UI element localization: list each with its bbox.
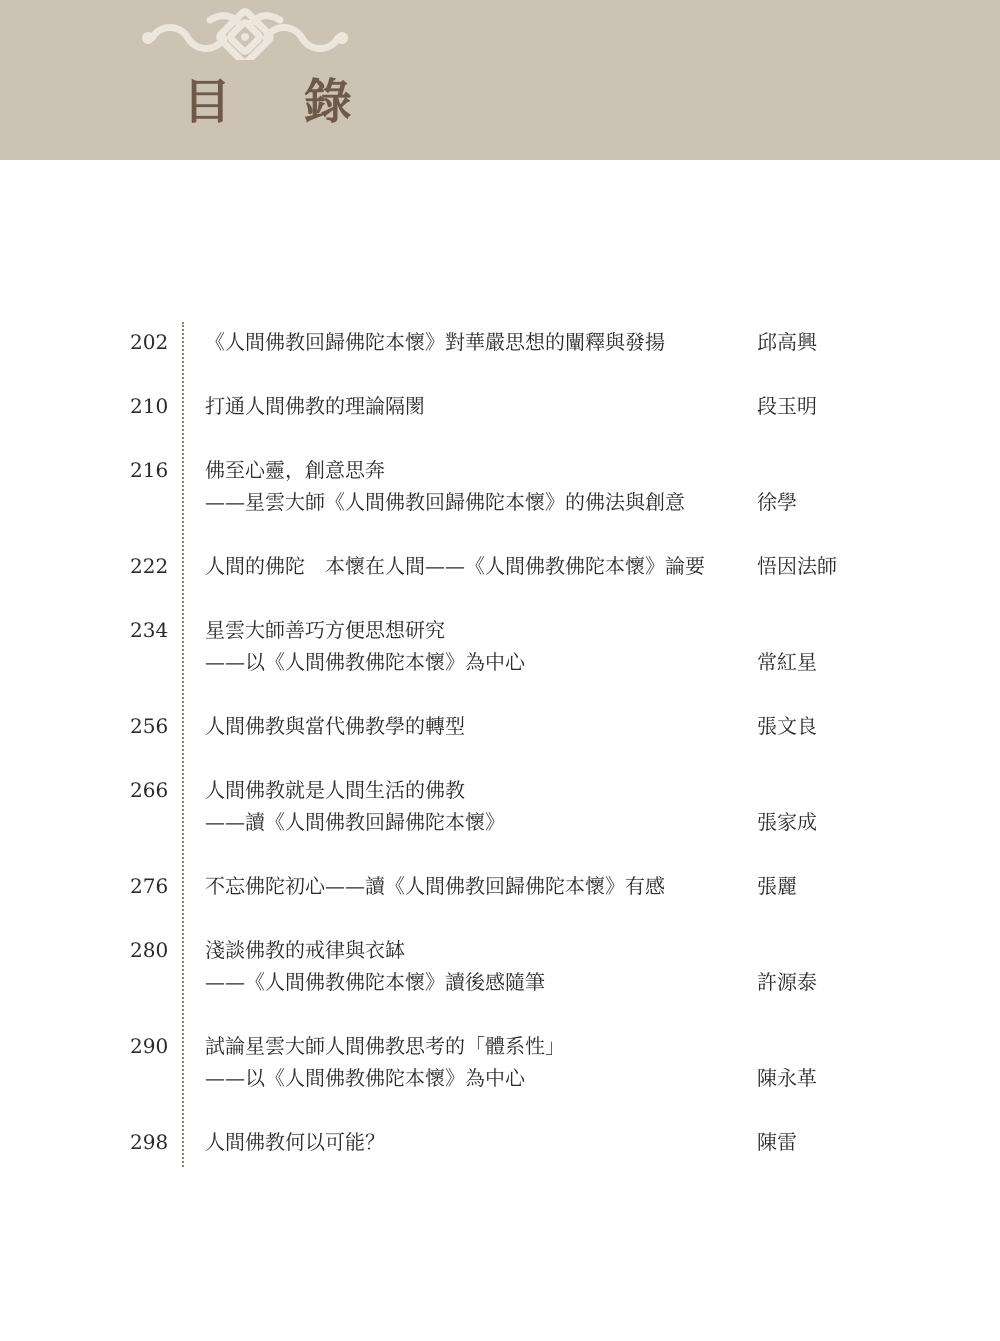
entry-title: 星雲大師善巧方便思想研究 (205, 618, 445, 642)
page-number: 216 (130, 458, 169, 482)
page-number: 290 (130, 1034, 169, 1058)
page-number: 298 (130, 1130, 169, 1154)
entry-subtitle: ——《人間佛教佛陀本懷》讀後感隨筆 (205, 970, 545, 994)
entry-author: 許源泰 (757, 970, 817, 994)
entry-title: 人間佛教何以可能？ (205, 1130, 385, 1154)
page-number: 222 (130, 554, 169, 578)
entry-title: 佛至心靈，創意思奔 (205, 458, 385, 482)
page-number: 202 (130, 330, 169, 354)
page-number: 210 (130, 394, 169, 418)
entry-author: 悟因法師 (757, 554, 837, 578)
entry-author: 張麗 (757, 874, 797, 898)
entry-author: 常紅星 (757, 650, 817, 674)
entry-author: 邱高興 (757, 330, 817, 354)
entry-title: 打通人間佛教的理論隔閡 (205, 394, 425, 418)
entry-author: 段玉明 (757, 394, 817, 418)
page-number: 256 (130, 714, 169, 738)
endless-knot-ornament-icon (140, 8, 350, 60)
entry-author: 陳永革 (757, 1066, 817, 1090)
entry-title: 試論星雲大師人間佛教思考的「體系性」 (205, 1034, 565, 1058)
entry-subtitle: ——讀《人間佛教回歸佛陀本懷》 (205, 810, 505, 834)
page-title: 目 錄 (183, 74, 380, 130)
entry-author: 張家成 (757, 810, 817, 834)
entry-subtitle: ——星雲大師《人間佛教回歸佛陀本懷》的佛法與創意 (205, 490, 685, 514)
entry-title: 不忘佛陀初心——讀《人間佛教回歸佛陀本懷》有感 (205, 874, 665, 898)
dotted-divider (182, 322, 184, 1167)
page-number: 276 (130, 874, 169, 898)
entry-title: 人間佛教就是人間生活的佛教 (205, 778, 465, 802)
header-band (0, 0, 1000, 160)
entry-author: 張文良 (757, 714, 817, 738)
entry-title: 淺談佛教的戒律與衣缽 (205, 938, 405, 962)
entry-author: 陳雷 (757, 1130, 797, 1154)
page-number: 280 (130, 938, 169, 962)
entry-title: 《人間佛教回歸佛陀本懷》對華嚴思想的闡釋與發揚 (205, 330, 665, 354)
entry-subtitle: ——以《人間佛教佛陀本懷》為中心 (205, 1066, 525, 1090)
entry-title: 人間佛教與當代佛教學的轉型 (205, 714, 465, 738)
page-number: 266 (130, 778, 169, 802)
entry-title: 人間的佛陀 本懷在人間——《人間佛教佛陀本懷》論要 (205, 554, 705, 578)
entry-author: 徐學 (757, 490, 797, 514)
entry-subtitle: ——以《人間佛教佛陀本懷》為中心 (205, 650, 525, 674)
page-number: 234 (130, 618, 169, 642)
